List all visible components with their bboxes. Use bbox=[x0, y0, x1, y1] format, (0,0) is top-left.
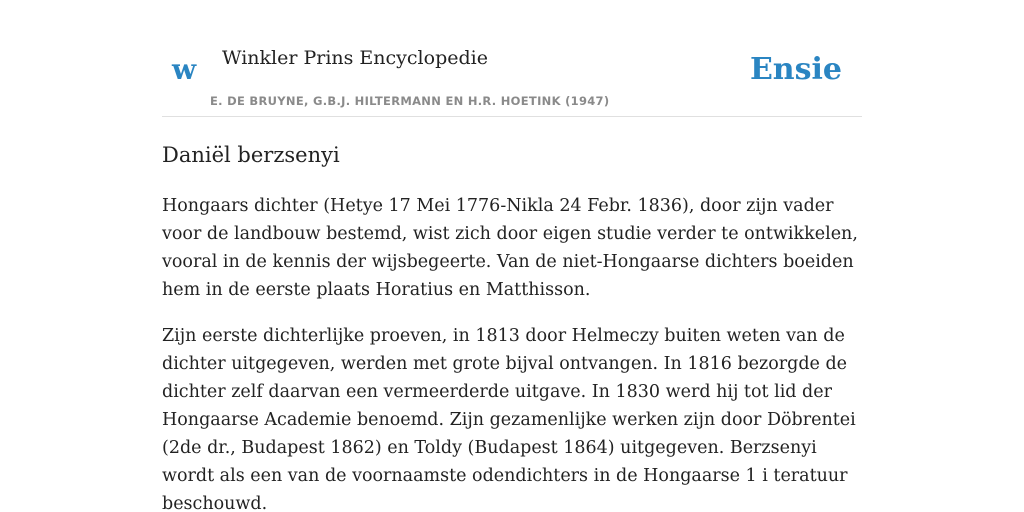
article-paragraph: Zijn eerste dichterlijke proeven, in 1813 door Helmeczy buiten weten van de dichter uitgegeven, werden met grote bijval ontvangen. In 1816 bezorgde de dichter zelf daarvan een vermeerderde uitgave. In 1830 werd hij tot lid der Hongaarse Academie benoemd. Zijn gezamenlijke werken zijn door Döbrentei (2de dr., Budapest 1862) en Toldy (Budapest 1864) uitgegeven. Berzsenyi wordt als een van de voornaamste odendichters in de Hongaarse 1 i teratuur beschouwd. bbox=[162, 326, 856, 512]
article-paragraph: Hongaars dichter (Hetye 17 Mei 1776-Nikla 24 Febr. 1836), door zijn vader voor de landbouw bestemd, wist zich door eigen studie verder te ontwikkelen, vooral in de kennis der wijsbegeerte. Van de niet-Hongaarse dichters boeiden hem in de eerste plaats Horatius en Matthisson. bbox=[162, 196, 858, 300]
site-title[interactable]: Winkler Prins Encyclopedie bbox=[222, 47, 488, 69]
winkler-prins-logo[interactable]: w bbox=[172, 53, 197, 86]
article-title: Daniël berzsenyi bbox=[162, 143, 340, 167]
article bbox=[162, 138, 862, 512]
site-credits: E. DE BRUYNE, G.B.J. HILTERMANN EN H.R. HOETINK (1947) bbox=[210, 94, 610, 108]
ensie-brand-logo[interactable]: Ensie bbox=[749, 52, 842, 87]
site-header bbox=[162, 0, 862, 117]
